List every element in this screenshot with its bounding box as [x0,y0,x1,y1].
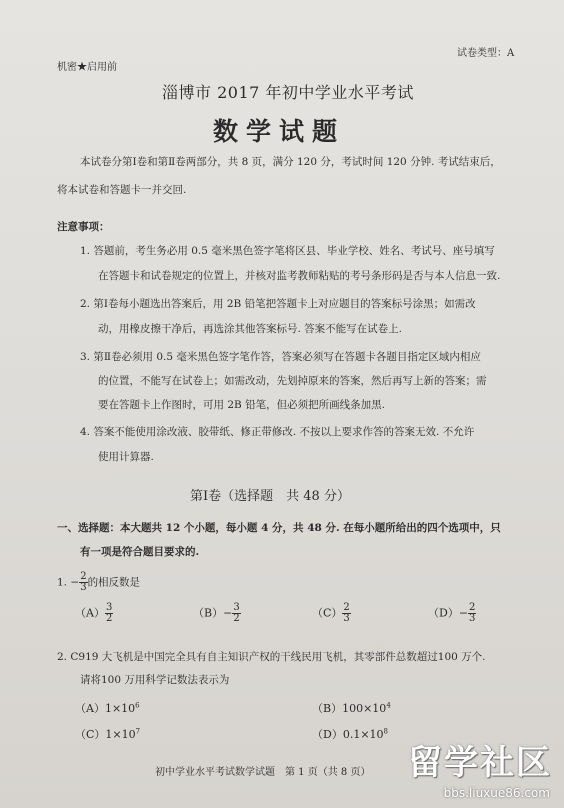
exam-title: 淄博市 2017 年初中学业水平考试 [162,83,414,102]
question-2-line-1: 2. C919 大飞机是中国完全具有自主知识产权的干线民用飞机，其零部件总数超过100 万个. [57,651,486,663]
question-text: 的相反数是 [87,576,141,589]
section-title: 第Ⅰ卷（选择题 共 48 分） [190,489,350,504]
section-instruction: 一、选择题：本大题共 12 个小题，每小题 4 分，共 48 分. 在每小题所给出的四个选项中，只 [57,522,501,534]
fraction: $\frac{2}{3}$ [343,602,350,624]
fraction: $\frac{2}{3}$ [80,571,87,593]
intro-line-2: 将本试卷和答题卡一并交回. [57,184,187,196]
page-footer: 初中学业水平考试数学试题 第 1 页（共 8 页） [155,767,371,778]
option-c: （C） $\frac{2}{3}$ [312,602,350,624]
option-b: （B）− $\frac{3}{2}$ [193,602,240,624]
option-c: $(C)1\times 10^7$ [75,727,141,741]
option-a: $(A)1\times 10^6$ [75,701,140,715]
question-number: 1. [57,576,68,589]
question-2-line-2: 请将100 万用科学记数法表示为 [80,674,230,686]
math-sign: − [70,576,80,589]
fraction: $\frac{3}{2}$ [233,602,240,624]
note-line: 1. 答题前，考生务必用 0.5 毫米黑色签字笔将区县、毕业学校、姓名、考试号、座号填写 [80,245,495,257]
paper-type-label: 试卷类型：A [457,48,515,59]
note-line: 使用计算器. [98,451,154,463]
intro-line-1: 本试卷分第Ⅰ卷和第Ⅱ卷两部分，共 8 页，满分 120 分，考试时间 120 分钟. 考试结束后， [80,156,501,168]
option-a: （A） $\frac{3}{2}$ [75,602,113,624]
note-line: 的位置，不能写在试卷上；如需改动，先划掉原来的答案，然后再写上新的答案；需 [98,375,487,387]
note-line: 3. 第Ⅱ卷必须用 0.5 毫米黑色签字笔作答，答案必须写在答题卡各题目指定区域内相应 [80,351,481,363]
note-line: 2. 第Ⅰ卷每小题选出答案后，用 2B 铅笔把答题卡上对应题目的答案标号涂黑；如需改 [80,298,476,310]
subject-title: 数学试题 [213,117,346,146]
fraction: $\frac{2}{3}$ [469,602,476,624]
notes-heading: 注意事项： [57,221,110,233]
section-instruction: 有一项是符合题目要求的. [80,546,200,558]
option-b: $(B)100\times 10^4$ [312,701,391,715]
watermark-url: bbs.liuxue86.com [443,786,550,800]
note-line: 要在答题卡上作图时，可用 2B 铅笔，但必须把所画线条加黑. [98,399,385,411]
fraction: $\frac{3}{2}$ [105,602,113,624]
option-d: $(D)0.1\times 10^8$ [312,727,389,741]
note-line: 4. 答案不能使用涂改液、胶带纸、修正带修改. 不按以上要求作答的答案无效. 不允许 [80,426,475,438]
option-d: （D）− $\frac{2}{3}$ [428,602,476,624]
question-1 [57,572,140,593]
note-line: 动，用橡皮擦干净后，再选涂其他答案标号. 答案不能写在试卷上. [98,323,403,335]
note-line: 在答题卡和试卷规定的位置上，并核对监考教师粘贴的考号条形码是否与本人信息一致. [98,270,501,282]
confidential-label: 机密★启用前 [57,62,117,73]
watermark-brand: 留学社区 [408,743,552,783]
